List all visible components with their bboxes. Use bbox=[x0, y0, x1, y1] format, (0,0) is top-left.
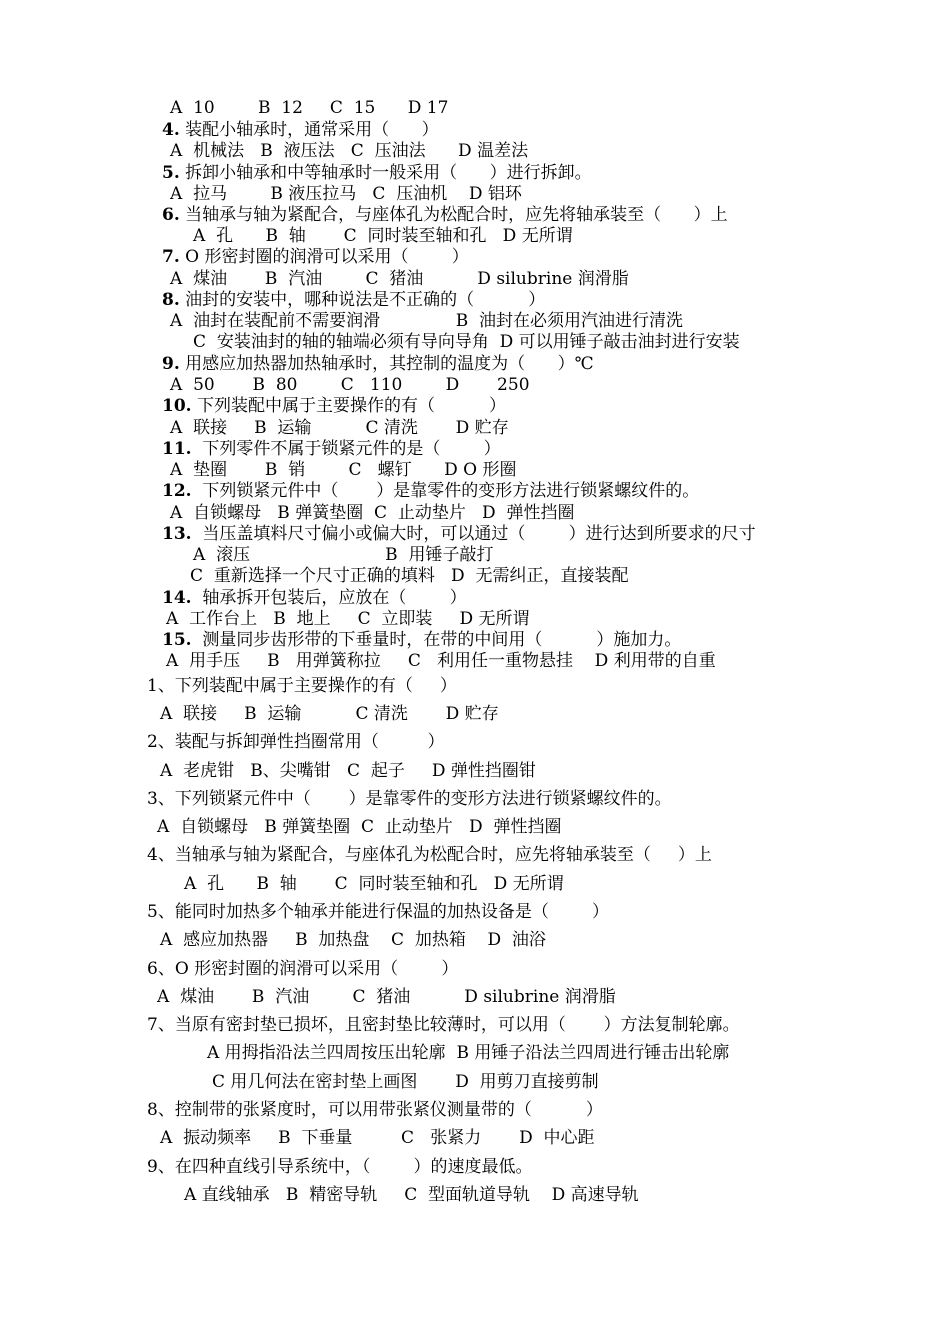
text-line bbox=[147, 732, 444, 752]
line-text: A 振动频率 B 下垂量 C 张紧力 D 中心距 bbox=[160, 1128, 595, 1148]
line-text: A 自锁螺母 B 弹簧垫圈 C 止动垫片 D 弹性挡圈 bbox=[157, 817, 562, 837]
text-line bbox=[147, 1157, 533, 1177]
line-text: 5、能同时加热多个轴承并能进行保温的加热设备是（ ） bbox=[147, 902, 610, 922]
text-line bbox=[147, 1100, 603, 1120]
line-text: A 50 B 80 C 110 D 250 bbox=[170, 375, 530, 395]
question-line bbox=[162, 524, 756, 544]
question-line bbox=[162, 396, 506, 416]
text-line bbox=[170, 141, 528, 161]
question-number: 4. bbox=[162, 120, 180, 140]
line-text: A 垫圈 B 销 C 螺钉 D O 形圈 bbox=[170, 460, 517, 480]
line-text: 拆卸小轴承和中等轴承时一般采用（ ）进行拆卸。 bbox=[179, 163, 592, 183]
question-line bbox=[162, 439, 501, 459]
line-text: 装配小轴承时，通常采用（ ） bbox=[179, 120, 439, 140]
line-text: 当压盖填料尺寸偏小或偏大时，可以通过（ ）进行达到所要求的尺寸 bbox=[191, 524, 756, 544]
line-text: A 工作台上 B 地上 C 立即装 D 无所谓 bbox=[166, 609, 530, 629]
line-text: C 重新选择一个尺寸正确的填料 D 无需纠正，直接装配 bbox=[190, 566, 629, 586]
question-number: 6. bbox=[162, 205, 180, 225]
question-number: 11. bbox=[162, 439, 192, 459]
question-line bbox=[162, 205, 728, 225]
question-line bbox=[162, 354, 594, 374]
text-line bbox=[166, 651, 716, 671]
question-number: 7. bbox=[162, 247, 180, 267]
text-line bbox=[147, 676, 457, 696]
line-text: 6、O 形密封圈的润滑可以采用（ ） bbox=[147, 959, 459, 979]
line-text: 测量同步齿形带的下垂量时，在带的中间用（ ）施加力。 bbox=[191, 630, 682, 650]
text-line bbox=[170, 98, 448, 118]
line-text: 用感应加热器加热轴承时，其控制的温度为（ ）℃ bbox=[179, 354, 594, 374]
text-line bbox=[184, 874, 564, 894]
text-line bbox=[170, 418, 509, 438]
line-text: A 感应加热器 B 加热盘 C 加热箱 D 油浴 bbox=[160, 930, 546, 950]
text-line bbox=[170, 269, 629, 289]
line-text: 下列装配中属于主要操作的有（ ） bbox=[191, 396, 507, 416]
text-line bbox=[184, 1185, 639, 1205]
line-text: C 用几何法在密封垫上画图 D 用剪刀直接剪制 bbox=[212, 1072, 599, 1092]
line-text: A 直线轴承 B 精密导轨 C 型面轨道导轨 D 高速导轨 bbox=[184, 1185, 639, 1205]
text-line bbox=[160, 930, 546, 950]
text-line bbox=[166, 609, 529, 629]
line-text: 当轴承与轴为紧配合，与座体孔为松配合时，应先将轴承装至（ ）上 bbox=[179, 205, 728, 225]
line-text: A 煤油 B 汽油 C 猪油 D silubrine 润滑脂 bbox=[170, 269, 629, 289]
text-line bbox=[147, 902, 609, 922]
text-line bbox=[170, 460, 516, 480]
text-line bbox=[170, 184, 522, 204]
question-number: 14. bbox=[162, 588, 192, 608]
text-line bbox=[147, 1015, 740, 1035]
line-text: A 机械法 B 液压法 C 压油法 D 温差法 bbox=[170, 141, 529, 161]
line-text: A 滚压 B 用锤子敲打 bbox=[193, 545, 494, 565]
line-text: A 10 B 12 C 15 D 17 bbox=[170, 98, 449, 118]
line-text: A 油封在装配前不需要润滑 B 油封在必须用汽油进行清洗 bbox=[170, 311, 684, 331]
question-number: 5. bbox=[162, 163, 180, 183]
question-line bbox=[162, 247, 469, 267]
text-line bbox=[193, 545, 493, 565]
line-text: 2、装配与拆卸弹性挡圈常用（ ） bbox=[147, 732, 445, 752]
line-text: 轴承拆开包装后，应放在（ ） bbox=[191, 588, 467, 608]
line-text: 油封的安装中，哪种说法是不正确的（ ） bbox=[179, 290, 546, 310]
line-text: O 形密封圈的润滑可以采用（ ） bbox=[179, 247, 469, 267]
line-text: 8、控制带的张紧度时，可以用带张紧仪测量带的（ ） bbox=[147, 1100, 603, 1120]
text-line bbox=[160, 761, 536, 781]
text-line bbox=[207, 1043, 729, 1063]
question-number: 8. bbox=[162, 290, 180, 310]
question-number: 10. bbox=[162, 396, 192, 416]
line-text: A 用手压 B 用弹簧称拉 C 利用任一重物悬挂 D 利用带的自重 bbox=[166, 651, 716, 671]
line-text: A 自锁螺母 B 弹簧垫圈 C 止动垫片 D 弹性挡圈 bbox=[170, 503, 575, 523]
line-text: 7、当原有密封垫已损坏，且密封垫比较薄时，可以用（ ）方法复制轮廓。 bbox=[147, 1015, 740, 1035]
line-text: A 用拇指沿法兰四周按压出轮廓 B 用锤子沿法兰四周进行锤击出轮廓 bbox=[207, 1043, 730, 1063]
question-line bbox=[162, 290, 545, 310]
text-line bbox=[157, 987, 616, 1007]
line-text: A 煤油 B 汽油 C 猪油 D silubrine 润滑脂 bbox=[157, 987, 616, 1007]
line-text: 1、下列装配中属于主要操作的有（ ） bbox=[147, 676, 457, 696]
line-text: 3、下列锁紧元件中（ ）是靠零件的变形方法进行锁紧螺纹件的。 bbox=[147, 789, 672, 809]
question-line bbox=[162, 588, 467, 608]
text-line bbox=[157, 817, 561, 837]
question-number: 12. bbox=[162, 481, 192, 501]
question-number: 15. bbox=[162, 630, 192, 650]
text-line bbox=[147, 845, 712, 865]
line-text: 下列零件不属于锁紧元件的是（ ） bbox=[191, 439, 501, 459]
question-line bbox=[162, 630, 681, 650]
text-line bbox=[190, 566, 628, 586]
line-text: A 联接 B 运输 C 清洗 D 贮存 bbox=[170, 418, 509, 438]
line-text: A 拉马 B 液压拉马 C 压油机 D 铝环 bbox=[170, 184, 522, 204]
line-text: 4、当轴承与轴为紧配合，与座体孔为松配合时，应先将轴承装至（ ）上 bbox=[147, 845, 712, 865]
question-line bbox=[162, 120, 439, 140]
line-text: A 老虎钳 B、尖嘴钳 C 起子 D 弹性挡圈钳 bbox=[160, 761, 536, 781]
line-text: 下列锁紧元件中（ ）是靠零件的变形方法进行锁紧螺纹件的。 bbox=[191, 481, 700, 501]
text-line bbox=[212, 1072, 599, 1092]
line-text: A 联接 B 运输 C 清洗 D 贮存 bbox=[160, 704, 499, 724]
text-line bbox=[170, 311, 683, 331]
text-line bbox=[170, 503, 574, 523]
text-line bbox=[193, 332, 740, 352]
text-line bbox=[160, 704, 499, 724]
text-line bbox=[170, 375, 530, 395]
text-line bbox=[147, 959, 458, 979]
question-line bbox=[162, 481, 699, 501]
line-text: C 安装油封的轴的轴端必须有导向导角 D 可以用锤子敲击油封进行安装 bbox=[193, 332, 740, 352]
question-number: 13. bbox=[162, 524, 192, 544]
line-text: 9、在四种直线引导系统中，（ ）的速度最低。 bbox=[147, 1157, 533, 1177]
text-line bbox=[193, 226, 573, 246]
line-text: A 孔 B 轴 C 同时装至轴和孔 D 无所谓 bbox=[193, 226, 573, 246]
text-line bbox=[160, 1128, 595, 1148]
line-text: A 孔 B 轴 C 同时装至轴和孔 D 无所谓 bbox=[184, 874, 564, 894]
text-line bbox=[147, 789, 672, 809]
question-line bbox=[162, 163, 592, 183]
question-number: 9. bbox=[162, 354, 180, 374]
